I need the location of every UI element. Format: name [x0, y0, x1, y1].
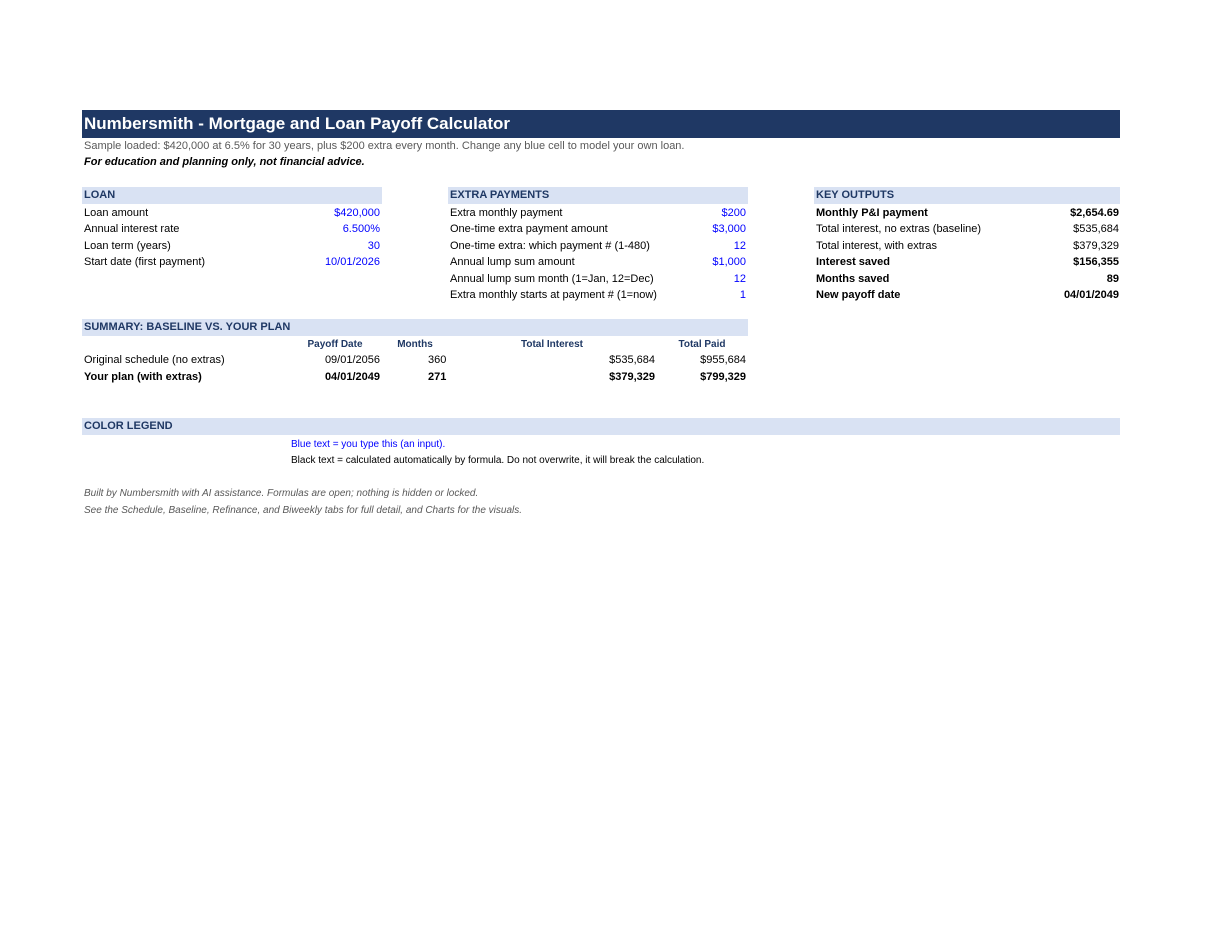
payoff-date-label: New payoff date — [816, 289, 901, 301]
baseline-interest-value: $535,684 — [1073, 223, 1119, 235]
extra-row-monthly — [450, 205, 746, 221]
plan-label: Your plan (with extras) — [84, 371, 202, 383]
disclaimer: For education and planning only, not financial advice. — [84, 156, 365, 168]
col-payoff-date: Payoff Date — [307, 339, 363, 350]
monthly-payment-value: $2,654.69 — [1070, 207, 1119, 219]
col-total-paid: Total Paid — [678, 339, 726, 350]
original-interest: $535,684 — [609, 354, 655, 366]
original-payoff: 09/01/2056 — [324, 354, 380, 366]
subtitle: Sample loaded: $420,000 at 6.5% for 30 years, plus $200 extra every month. Change any blue cell to model your own loan. — [84, 140, 685, 152]
loan-amount-input[interactable]: $420,000 — [334, 207, 380, 219]
loan-term-input[interactable]: 30 — [367, 240, 380, 252]
extra-start-label: Extra monthly starts at payment # (1=now) — [450, 289, 657, 301]
legend-section-header: COLOR LEGEND — [82, 418, 1120, 435]
start-date-input[interactable]: 10/01/2026 — [324, 256, 380, 268]
onetime-amount-input[interactable]: $3,000 — [712, 223, 746, 235]
output-row-payoff-date — [816, 287, 1119, 303]
extra-row-lump-month — [450, 271, 746, 287]
plan-months: 271 — [428, 371, 447, 383]
extras-interest-value: $379,329 — [1073, 240, 1119, 252]
original-paid: $955,684 — [700, 354, 746, 366]
output-row-months-saved — [816, 271, 1119, 287]
lump-month-input[interactable]: 12 — [733, 273, 746, 285]
loan-row-amount — [84, 205, 380, 221]
extra-start-input[interactable]: 1 — [739, 289, 746, 301]
loan-row-start — [84, 254, 380, 270]
payoff-date-value: 04/01/2049 — [1063, 289, 1119, 301]
extra-section-header: EXTRA PAYMENTS — [448, 187, 748, 204]
loan-section-header: LOAN — [82, 187, 382, 204]
col-months: Months — [397, 339, 433, 350]
loan-term-label: Loan term (years) — [84, 240, 171, 252]
extra-row-lump — [450, 254, 746, 270]
lump-amount-input[interactable]: $1,000 — [712, 256, 746, 268]
months-saved-label: Months saved — [816, 273, 890, 285]
onetime-payment-input[interactable]: 12 — [733, 240, 746, 252]
extra-row-starts — [450, 287, 746, 303]
months-saved-value: 89 — [1106, 273, 1119, 285]
extras-interest-label: Total interest, with extras — [816, 240, 938, 252]
baseline-interest-label: Total interest, no extras (baseline) — [816, 223, 982, 235]
plan-interest: $379,329 — [609, 371, 655, 383]
summary-section-header: SUMMARY: BASELINE VS. YOUR PLAN — [82, 319, 748, 336]
monthly-payment-label: Monthly P&I payment — [816, 207, 928, 219]
extra-row-onetime-payment — [450, 238, 746, 254]
extra-row-onetime — [450, 221, 746, 237]
interest-saved-label: Interest saved — [816, 256, 890, 268]
lump-amount-label: Annual lump sum amount — [450, 256, 575, 268]
loan-row-term — [84, 238, 380, 254]
start-date-label: Start date (first payment) — [84, 256, 206, 268]
onetime-amount-label: One-time extra payment amount — [450, 223, 608, 235]
onetime-payment-label: One-time extra: which payment # (1-480) — [450, 240, 650, 252]
footer-line-1: Built by Numbersmith with AI assistance. Formulas are open; nothing is hidden or locked. — [84, 488, 479, 499]
interest-saved-value: $156,355 — [1073, 256, 1119, 268]
plan-payoff: 04/01/2049 — [324, 371, 380, 383]
footer-line-2: See the Schedule, Baseline, Refinance, and Biweekly tabs for full detail, and Charts for the visuals. — [84, 505, 523, 516]
extra-monthly-input[interactable]: $200 — [721, 207, 746, 219]
page-title: Numbersmith - Mortgage and Loan Payoff Calculator — [82, 110, 1120, 138]
original-label: Original schedule (no extras) — [84, 354, 225, 366]
output-row-payment — [816, 205, 1119, 221]
extra-monthly-label: Extra monthly payment — [450, 207, 563, 219]
lump-month-label: Annual lump sum month (1=Jan, 12=Dec) — [450, 273, 654, 285]
col-total-interest: Total Interest — [520, 339, 584, 350]
plan-paid: $799,329 — [700, 371, 746, 383]
output-row-interest-saved — [816, 254, 1119, 270]
legend-black-text: Black text = calculated automatically by formula. Do not overwrite, it will break the calculation. — [291, 455, 705, 466]
output-row-extras-interest — [816, 238, 1119, 254]
loan-row-rate — [84, 221, 380, 237]
outputs-section-header: KEY OUTPUTS — [814, 187, 1120, 204]
interest-rate-label: Annual interest rate — [84, 223, 180, 235]
legend-blue-text: Blue text = you type this (an input). — [291, 439, 446, 450]
interest-rate-input[interactable]: 6.500% — [342, 223, 380, 235]
output-row-baseline-interest — [816, 221, 1119, 237]
original-months: 360 — [428, 354, 447, 366]
loan-amount-label: Loan amount — [84, 207, 149, 219]
